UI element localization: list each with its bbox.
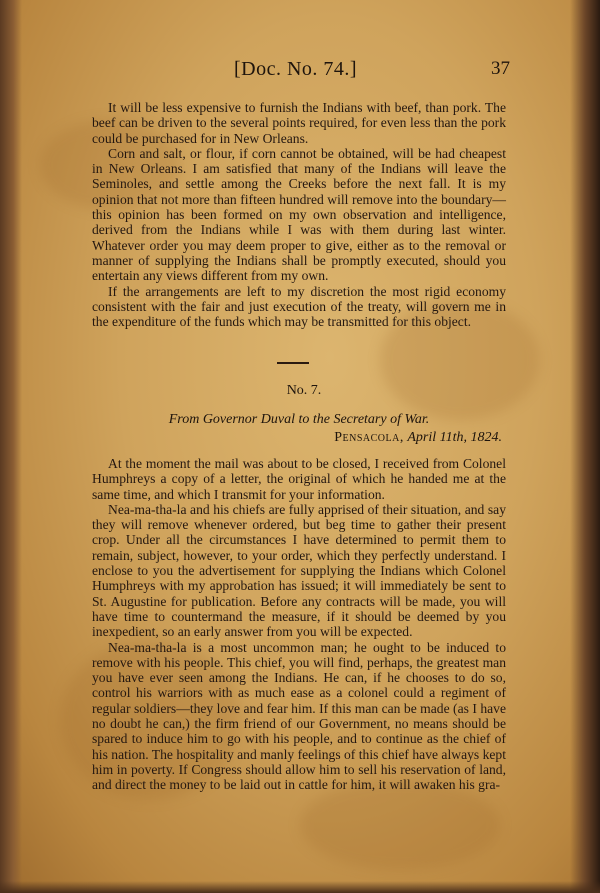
dateline (92, 430, 502, 446)
dateline-date: April 11th, 1824. (407, 430, 502, 445)
dateline-place: Pensacola, (334, 430, 404, 445)
running-header (90, 58, 510, 88)
book-spine-shadow (0, 0, 22, 893)
paragraph: Nea-ma-tha-la is a most uncommon man; he ought to be induced to remove with his people. This chief, you will find, perhaps, the greatest man you have ever seen among the Indians. He can, if he chooses to do so, control his warriors with as much ease as a colonel could a regiment of regular soldiers—they love and fear him. If this man can be made (as I have no doubt he can,) the firm friend of our Government, no means should be spared to induce him to go with his people, and to continue as the chief of his nation. The hospitality and manly feelings of this chief have always kept him in poverty. If Congress should allow him to sell his reservation of land, and direct the money to be laid out in cattle for him, it will awaken his gra- (92, 639, 506, 793)
paragraph: Corn and salt, or flour, if corn cannot be obtained, will be had cheapest in New Orleans. I am satisfied that many of the Indians will leave the Seminoles, and settle among the Creeks before the next fall. It is my opinion that not more than fifteen hundred will remove into the boundary—this opinion has been formed on my own observation and intelligence, derived from the Indians while I was with them during last winter. Whatever order you may deem proper to give, either as to the removal or manner of supplying the Indians shall be promptly executed, should you entertain any views different from my own. (92, 145, 506, 284)
text-block-upper (92, 100, 506, 329)
paragraph: Nea-ma-tha-la and his chiefs are fully apprised of their situation, and say they will remove whenever ordered, but beg time to gather their present crop. Under all the circumstances I have determined to permit them to remain, subject, however, to your order, which they perfectly understand. I enclose to you the advertisement for supplying the Indians which Colonel Humphreys with my approbation has issued; it will immediately be sent to St. Augustine for publication. Before any contracts will be made, you will have time to countermand the measure, if it should be deemed by you inexpedient, so an early answer from you will be expected. (92, 501, 506, 640)
paragraph: If the arrangements are left to my discretion the most rigid economy consistent with the fair and just execution of the treaty, will govern me in the expenditure of the funds which may be transmitted for this object. (92, 283, 506, 330)
document-number: [Doc. No. 74.] (234, 58, 358, 80)
page-bottom-edge (0, 881, 600, 893)
page-edge-shadow (570, 0, 600, 893)
text-block-lower (92, 456, 506, 793)
paragraph: It will be less expensive to furnish the Indians with beef, than pork. The beef can be driven to the several points required, for even less than the pork could be purchased for in New Orleans. (92, 100, 506, 146)
paragraph: At the moment the mail was about to be closed, I received from Colonel Humphreys a copy of a letter, the original of which he handed me at the same time, and which I transmit for your information. (92, 456, 506, 502)
section-title: From Governor Duval to the Secretary of War. (168, 412, 430, 427)
section-number: No. 7. (286, 383, 322, 398)
page-number: 37 (491, 58, 510, 79)
paper-stain (300, 780, 500, 870)
section-divider (277, 362, 309, 364)
